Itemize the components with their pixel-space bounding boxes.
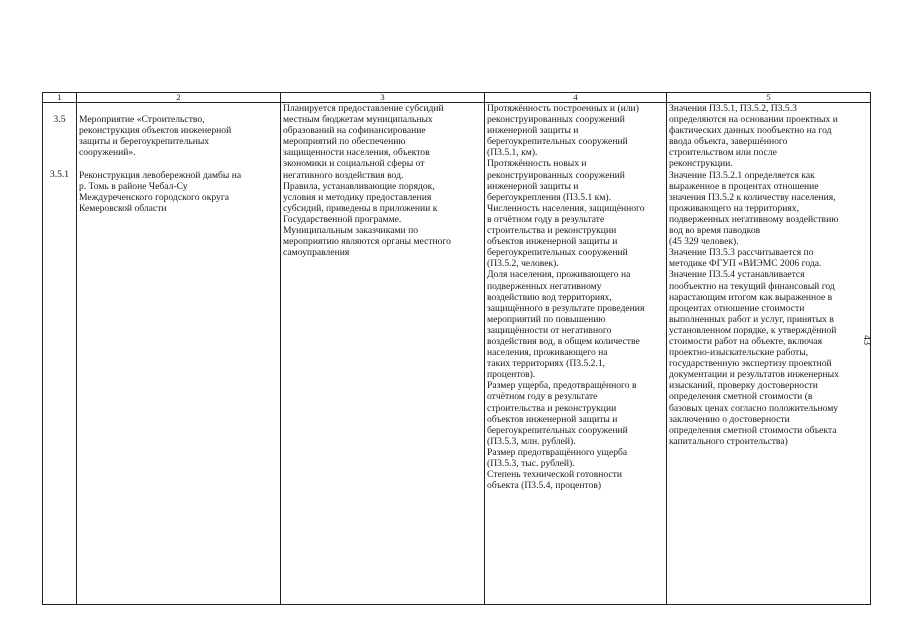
header-cell-2: 2: [77, 93, 281, 103]
item-number-3-5-1: 3.5.1: [49, 169, 70, 181]
cell-measure-name: [77, 103, 281, 605]
table-row: [43, 103, 871, 605]
measure-title: Мероприятие «Строительство, реконструкция объектов инженерной защиты и берегоукрепительных сооружений».: [79, 114, 232, 159]
table-header-row: [43, 93, 871, 103]
cell-mechanism: Планируется предоставление субсидий местным бюджетам муниципальных образований на софинансирование мероприятий по обеспечению защищенности населения, объектов экономики и социальной сферы от негативного воздействия вод. Правила, устанавливающие порядок, условия и методику предоставления субсидий, приведены в приложении к Государственной программе. Муниципальным заказчиками по мероприятию являются органы местного самоуправления: [281, 103, 485, 605]
header-cell-1: 1: [43, 93, 77, 103]
measure-object: Реконструкция левобережной дамбы на р. Томь в районе Чебал-Су Междуреченского городского округа Кемеровской области: [79, 169, 242, 214]
header-cell-5: 5: [667, 93, 871, 103]
header-cell-3: 3: [281, 93, 485, 103]
measures-table: [42, 92, 871, 605]
page-number: 43: [861, 335, 872, 345]
cell-indicators: Протяжённость построенных и (или) реконструированных сооружений инженерной защиты и берегоукрепительных сооружений (П3.5.1, км). Протяжённость новых и реконструированных сооружений инженерной защиты и берегоукрепления (П3.5.1 км). Численность населения, защищённого в отчётном году в результате строительства и реконструкции объектов инженерной защиты и берегоукрепительных сооружений (П3.5.2, человек). Доля населения, проживающего на подверженных негативному воздействию вод территориях, защищённого в результате проведения мероприятий по повышению защищённости от негативного воздействия вод, в общем количестве населения, проживающего на таких территориях (П3.5.2.1, процентов). Размер ущерба, предотвращённого в отчётном году в результате строительства и реконструкции объектов инженерной защиты и берегоукрепительных сооружений (П3.5.3, млн. рублей). Размер предотвращённого ущерба (П3.5.3, тыс. рублей). Степень технической готовности объекта (П3.5.4, процентов): [485, 103, 667, 605]
cell-calculation-method: Значения П3.5.1, П3.5.2, П3.5.3 определяются на основании проектных и фактических данных пообъектно на год ввода объекта, завершённого строительством или после реконструкции. Значение П3.5.2.1 определяется как выраженное в процентах отношение значения П3.5.2 к количеству населения, проживающего на территориях, подверженных негативному воздействию вод во время паводков (45 329 человек). Значение П3.5.3 рассчитывается по методике ФГУП «ВИЭМС 2006 года. Значение П3.5.4 устанавливается пообъектно на текущий финансовый год нарастающим итогом как выраженное в процентах отношение стоимости выполненных работ и услуг, принятых в установленном порядке, к утверждённой стоимости работ на объекте, включая проектно-изыскательские работы, государственную экспертизу проектной документации и результатов инженерных изысканий, проверку достоверности определения сметной стоимости (в базовых ценах согласно положительному заключению о достоверности определения сметной стоимости объекта капитального строительства): [667, 103, 871, 605]
cell-number: [43, 103, 77, 605]
header-cell-4: 4: [485, 93, 667, 103]
item-number-3-5: 3.5: [53, 114, 66, 126]
